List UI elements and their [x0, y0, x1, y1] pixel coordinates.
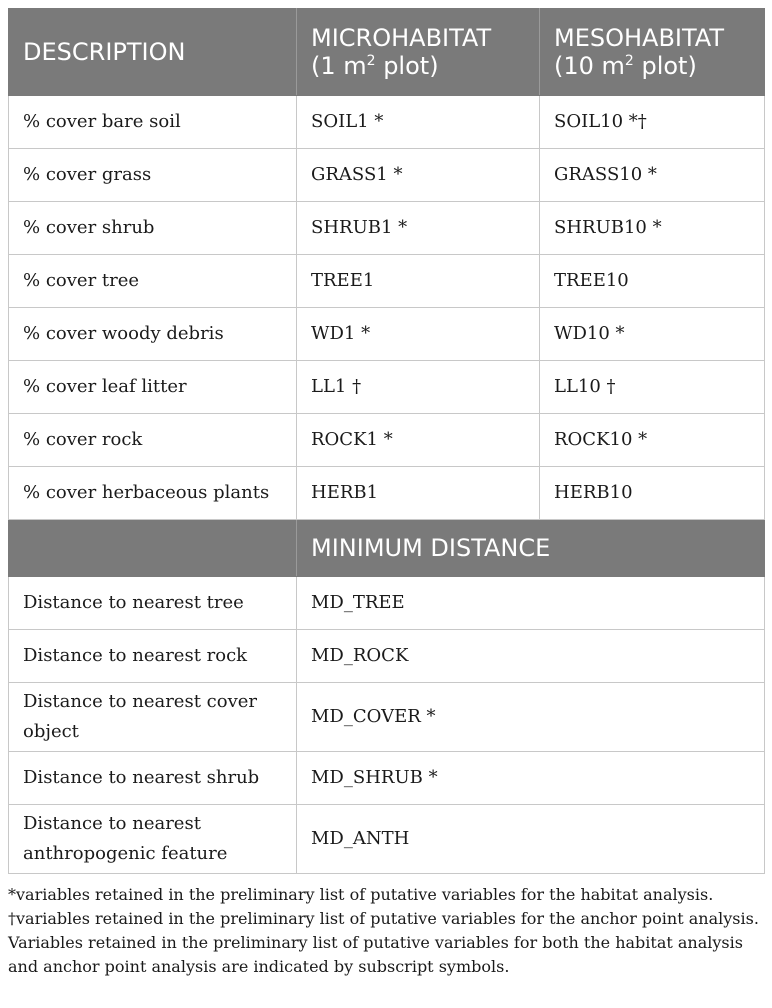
- distance-section: [9, 520, 765, 874]
- row-description: % cover herbaceous plants: [9, 467, 297, 520]
- section-header-blank: [9, 520, 297, 577]
- row-description: % cover tree: [9, 255, 297, 308]
- row-meso-value: LL10 †: [540, 361, 765, 414]
- row-meso-value: TREE10: [540, 255, 765, 308]
- row-meso-value: ROCK10 *: [540, 414, 765, 467]
- table-row: [9, 255, 765, 308]
- row-description: Distance to nearest rock: [9, 630, 297, 683]
- header-description: DESCRIPTION: [9, 9, 297, 96]
- table-row: [9, 467, 765, 520]
- row-distance-value: MD_SHRUB *: [297, 752, 765, 805]
- header-micro-line1: MICROHABITAT: [311, 24, 492, 52]
- table-footnotes: [8, 883, 764, 979]
- row-description: % cover grass: [9, 149, 297, 202]
- header-meso-line2-post: plot): [633, 52, 697, 80]
- row-distance-value: MD_COVER *: [297, 683, 765, 752]
- row-micro-value: TREE1: [297, 255, 540, 308]
- header-meso-line2-pre: (10 m: [554, 52, 625, 80]
- header-micro-line2-pre: (1 m: [311, 52, 367, 80]
- footnote-dagger: †variables retained in the preliminary list of putative variables for the anchor point analysis.: [8, 909, 759, 928]
- habitat-variables-table: [8, 8, 765, 874]
- table-row: [9, 202, 765, 255]
- section-header-row: [9, 520, 765, 577]
- header-microhabitat: [297, 9, 540, 96]
- row-description: % cover shrub: [9, 202, 297, 255]
- row-micro-value: HERB1: [297, 467, 540, 520]
- row-micro-value: WD1 *: [297, 308, 540, 361]
- header-row: [9, 9, 765, 96]
- section-header-minimum-distance: MINIMUM DISTANCE: [297, 520, 765, 577]
- row-micro-value: SHRUB1 *: [297, 202, 540, 255]
- row-description: % cover leaf litter: [9, 361, 297, 414]
- row-meso-value: HERB10: [540, 467, 765, 520]
- table-row: [9, 805, 765, 874]
- table-row: [9, 308, 765, 361]
- table-row: [9, 577, 765, 630]
- habitat-variables-table-container: [8, 8, 764, 979]
- table-row: [9, 630, 765, 683]
- table-row: [9, 361, 765, 414]
- header-meso-line1: MESOHABITAT: [554, 24, 725, 52]
- row-micro-value: SOIL1 *: [297, 96, 540, 149]
- header-micro-line2-post: plot): [375, 52, 439, 80]
- table-row: [9, 149, 765, 202]
- row-meso-value: SOIL10 *†: [540, 96, 765, 149]
- row-micro-value: LL1 †: [297, 361, 540, 414]
- footnote-both: Variables retained in the preliminary list of putative variables for both the habitat analysis and anchor point analysis are indicated by subscript symbols.: [8, 933, 743, 976]
- row-meso-value: GRASS10 *: [540, 149, 765, 202]
- header-meso-sup: 2: [624, 53, 634, 69]
- cover-rows: [9, 96, 765, 520]
- row-description: % cover rock: [9, 414, 297, 467]
- row-description: % cover woody debris: [9, 308, 297, 361]
- row-description: Distance to nearest anthropogenic feature: [9, 805, 297, 874]
- row-distance-value: MD_ANTH: [297, 805, 765, 874]
- footnote-asterisk: *variables retained in the preliminary list of putative variables for the habitat analysis.: [8, 885, 714, 904]
- row-distance-value: MD_TREE: [297, 577, 765, 630]
- header-mesohabitat: [540, 9, 765, 96]
- row-micro-value: GRASS1 *: [297, 149, 540, 202]
- row-meso-value: WD10 *: [540, 308, 765, 361]
- row-description: % cover bare soil: [9, 96, 297, 149]
- row-description: Distance to nearest cover object: [9, 683, 297, 752]
- row-micro-value: ROCK1 *: [297, 414, 540, 467]
- table-row: [9, 96, 765, 149]
- row-meso-value: SHRUB10 *: [540, 202, 765, 255]
- row-description: Distance to nearest tree: [9, 577, 297, 630]
- table-row: [9, 752, 765, 805]
- table-row: [9, 414, 765, 467]
- row-description: Distance to nearest shrub: [9, 752, 297, 805]
- row-distance-value: MD_ROCK: [297, 630, 765, 683]
- header-micro-sup: 2: [366, 53, 376, 69]
- table-row: [9, 683, 765, 752]
